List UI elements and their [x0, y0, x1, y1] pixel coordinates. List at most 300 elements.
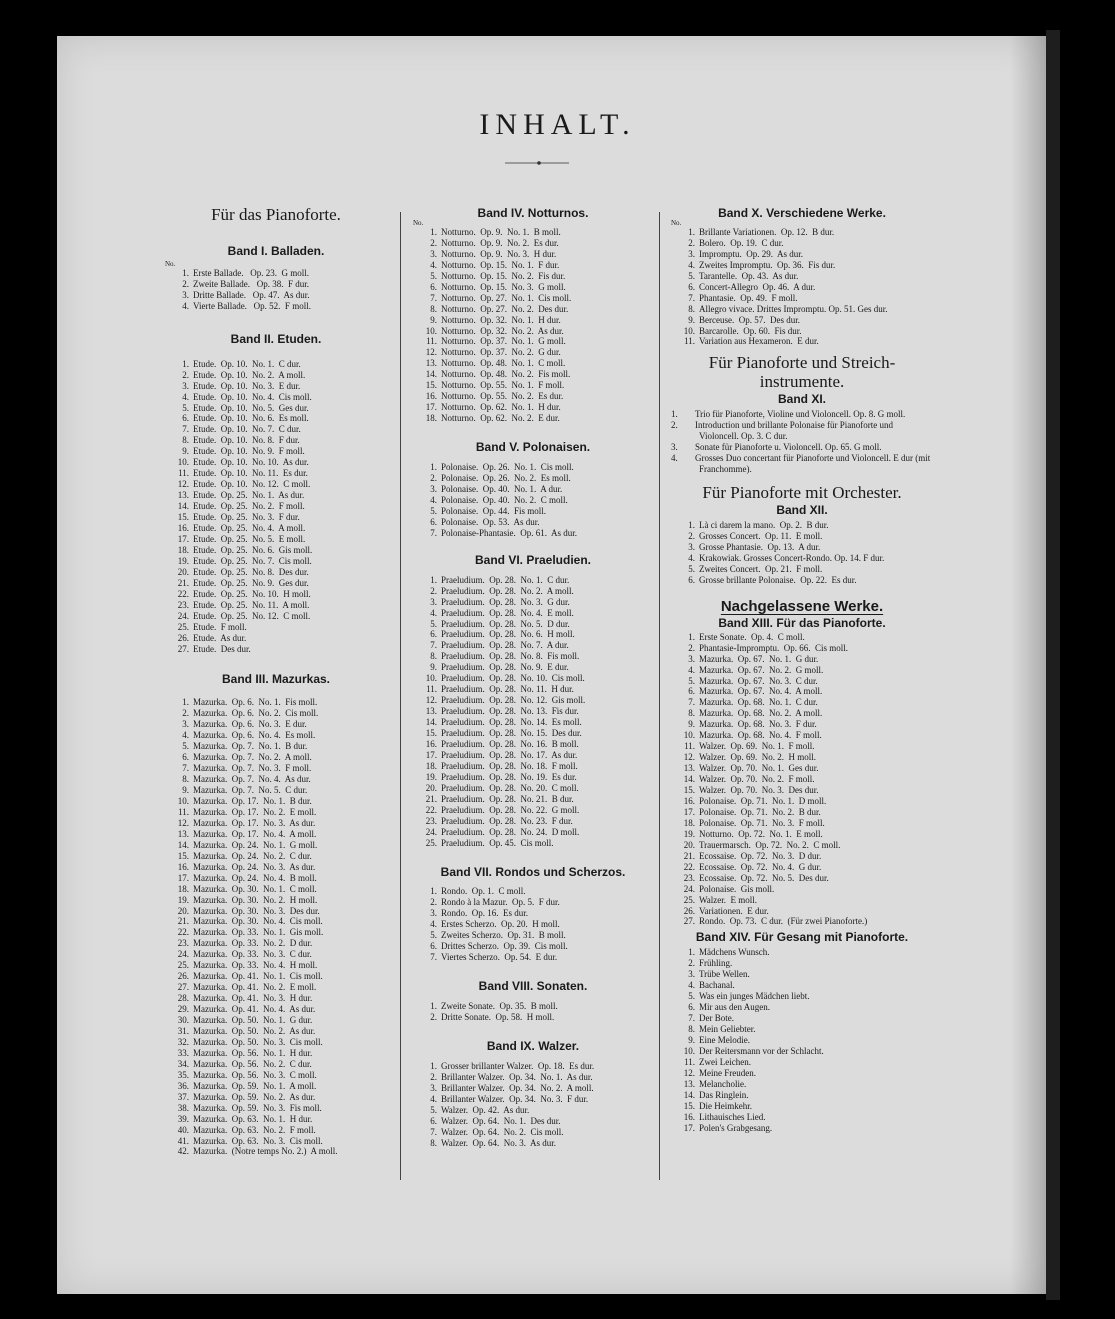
list-item: [165, 424, 387, 435]
item-number: 1.: [688, 631, 695, 642]
band-title: Band XI.: [777, 392, 826, 407]
list-item: [165, 545, 387, 556]
list-item: [165, 1092, 387, 1103]
list-item: [165, 993, 387, 1004]
item-text: Walzer. Op. 69. No. 2. H moll.: [699, 752, 817, 763]
item-number: 5.: [430, 618, 437, 629]
item-number: 4.: [688, 259, 695, 270]
list-item: [413, 772, 653, 783]
item-text: Praeludium. Op. 28. No. 5. D dur.: [441, 618, 570, 629]
item-number: 7.: [430, 1126, 437, 1137]
item-number: 27.: [177, 643, 189, 654]
list-item: [165, 446, 387, 457]
item-text: Etude. Op. 25. No. 7. Cis moll.: [193, 555, 312, 566]
item-text: Notturno. Op. 37. No. 1. G moll.: [441, 336, 566, 347]
band-title: Band III. Mazurkas.: [221, 672, 331, 687]
item-text: Notturno. Op. 55. No. 2. Es dur.: [441, 391, 564, 402]
band-title: Band VI. Praeludien.: [474, 552, 592, 567]
item-number: 41.: [177, 1135, 189, 1146]
item-number: 1.: [430, 574, 437, 585]
item-text: Mazurka. Op. 17. No. 1. B dur.: [193, 795, 312, 806]
item-text: Praeludium. Op. 28. No. 23. F dur.: [441, 815, 573, 826]
list-item: [165, 644, 387, 655]
item-number: 17.: [177, 533, 189, 544]
item-text: Etude. Op. 10. No. 6. Es moll.: [193, 413, 309, 424]
item-number: 5.: [430, 1104, 437, 1115]
list-item: [165, 1125, 387, 1136]
list-item: [413, 695, 653, 706]
item-number: 12.: [177, 479, 189, 490]
ornament-divider: [505, 160, 569, 166]
section-band-6: [413, 552, 653, 849]
item-text: Praeludium. Op. 28. No. 4. E moll.: [441, 607, 574, 618]
item-text: Etude. Op. 25. No. 5. E moll.: [193, 533, 306, 544]
list-item: [165, 960, 387, 971]
item-number: 5.: [430, 270, 437, 281]
item-text: Rondo à la Mazur. Op. 5. F dur.: [441, 897, 560, 908]
list-item: [671, 730, 933, 741]
item-text: Praeludium. Op. 28. No. 22. G moll.: [441, 804, 580, 815]
item-text: Rondo. Op. 73. C dur. (Für zwei Pianoforte.): [699, 916, 868, 927]
item-number: 14.: [683, 774, 695, 785]
item-text: Zweites Scherzo. Op. 31. B moll.: [441, 930, 566, 941]
item-number: 4.: [430, 494, 437, 505]
item-number: 7.: [430, 952, 437, 963]
item-text: Mazurka. Op. 63. No. 2. F moll.: [193, 1124, 316, 1135]
item-number: 25.: [177, 960, 189, 971]
item-text: Notturno. Op. 62. No. 2. E dur.: [441, 413, 560, 424]
list-item: [671, 851, 933, 862]
list-item: [671, 796, 933, 807]
item-text: Praeludium. Op. 28. No. 24. D moll.: [441, 826, 580, 837]
item-text: Notturno. Op. 9. No. 1. B moll.: [441, 226, 561, 237]
item-text: Notturno. Op. 15. No. 2. Fis dur.: [441, 270, 566, 281]
item-number: 19.: [425, 771, 437, 782]
item-text: Praeludium. Op. 28. No. 17. As dur.: [441, 749, 578, 760]
item-text: Mazurka. Op. 7. No. 4. As dur.: [193, 774, 311, 785]
item-list: [165, 697, 387, 1157]
item-number: 10.: [425, 325, 437, 336]
list-item: [671, 884, 933, 895]
item-text: Walzer. Op. 69. No. 1. F moll.: [699, 741, 815, 752]
list-item: [671, 774, 933, 785]
item-text: Polonaise. Op. 26. No. 1. Cis moll.: [441, 462, 574, 473]
item-text: Notturno. Op. 48. No. 2. Fis moll.: [441, 369, 571, 380]
list-item: [671, 1079, 933, 1090]
item-number: 18.: [425, 760, 437, 771]
item-number: 2.: [182, 278, 189, 289]
heading-nachgelassene-werke: Nachgelassene Werke.: [720, 597, 884, 615]
item-text: Polonaise. Op. 40. No. 1. A dur.: [441, 483, 563, 494]
list-item: [165, 534, 387, 545]
list-item: [413, 369, 653, 380]
item-number: 4.: [688, 552, 695, 563]
item-list: [671, 227, 933, 347]
list-item: [165, 1037, 387, 1048]
item-text: Mir aus den Augen.: [699, 1002, 770, 1013]
item-text: Trio für Pianoforte, Violine und Violoncell. Op. 8. G moll.: [695, 409, 906, 420]
item-number: 7.: [430, 292, 437, 303]
item-number: 38.: [177, 1102, 189, 1113]
item-text: Was ein junges Mädchen liebt.: [699, 991, 810, 1002]
list-item: [413, 629, 653, 640]
list-item: [165, 403, 387, 414]
list-item: [413, 271, 653, 282]
item-text: Praeludium. Op. 28. No. 14. Es moll.: [441, 717, 582, 728]
list-item: [413, 728, 653, 739]
item-number: 1.: [688, 947, 695, 958]
item-number: 16.: [425, 738, 437, 749]
no-label: No.: [671, 218, 682, 227]
item-list: [413, 1061, 653, 1149]
list-item: [413, 684, 653, 695]
item-number: 32.: [177, 1036, 189, 1047]
list-item: [165, 1004, 387, 1015]
list-item: [165, 479, 387, 490]
list-item: [413, 608, 653, 619]
item-number: 31.: [177, 1026, 189, 1036]
list-item: [413, 908, 653, 919]
item-text: Praeludium. Op. 28. No. 16. B moll.: [441, 738, 579, 749]
item-number: 3.: [688, 653, 695, 664]
item-number: 24.: [177, 949, 189, 960]
list-item: [671, 1024, 933, 1035]
item-text: Mazurka. Op. 41. No. 3. H dur.: [193, 993, 313, 1004]
list-item: [413, 528, 653, 539]
list-item: [671, 575, 933, 586]
item-text: Barcarolle. Op. 60. Fis dur.: [699, 325, 802, 336]
list-item: [413, 380, 653, 391]
list-item: [165, 1146, 387, 1157]
list-item: [413, 1138, 653, 1149]
list-item: [671, 553, 933, 564]
item-number: 22.: [425, 804, 437, 815]
list-item: [413, 586, 653, 597]
item-number: 2.: [688, 237, 695, 248]
item-number: 4.: [688, 664, 695, 675]
item-number: 22.: [177, 927, 189, 938]
item-number: 7.: [688, 292, 695, 303]
item-number: 9.: [430, 314, 437, 325]
list-item: [165, 697, 387, 708]
list-item: [413, 227, 653, 238]
section-band-2: [165, 331, 387, 655]
list-item: [413, 1072, 653, 1083]
item-text: Etude. Op. 25. No. 4. A moll.: [193, 523, 306, 534]
section-band-14: [671, 932, 933, 1133]
item-text: Mazurka. Op. 17. No. 3. As dur.: [193, 817, 316, 828]
item-text: Lithauisches Lied.: [699, 1111, 766, 1122]
list-item: [413, 706, 653, 717]
item-number: 15.: [425, 380, 437, 391]
item-text: Praeludium. Op. 28. No. 9. E dur.: [441, 662, 569, 673]
list-item: [413, 597, 653, 608]
list-item: [671, 453, 933, 475]
item-text: Polonaise. Op. 71. No. 2. B dur.: [699, 806, 821, 817]
item-text: Etude. Op. 25. No. 12. C moll.: [193, 610, 311, 621]
list-item: [671, 947, 933, 958]
item-number: 17.: [177, 872, 189, 883]
item-number: 25.: [425, 837, 437, 848]
item-text: Notturno. Op. 15. No. 1. F dur.: [441, 259, 560, 270]
item-number: 33.: [177, 1047, 189, 1058]
item-number: 2.: [430, 1071, 437, 1082]
list-item: [413, 717, 653, 728]
item-number: 3.: [182, 289, 189, 300]
list-item: [671, 980, 933, 991]
list-item: [413, 391, 653, 402]
item-text: Grosse brillante Polonaise. Op. 22. Es dur.: [699, 574, 857, 585]
list-item: [165, 895, 387, 906]
item-number: 37.: [177, 1091, 189, 1102]
list-item: [671, 719, 933, 730]
item-number: 25.: [177, 621, 189, 632]
list-item: [413, 1012, 653, 1023]
item-number: 16.: [683, 1111, 695, 1122]
item-number: 7.: [182, 424, 189, 435]
heading-orchester: Für Pianoforte mit Orchester.: [702, 483, 902, 503]
item-text: Mazurka. Op. 30. No. 3. Des dur.: [193, 905, 320, 916]
list-item: [671, 409, 933, 420]
section-band-7: [413, 864, 653, 964]
item-text: Mazurka. Op. 30. No. 4. Cis moll.: [193, 916, 323, 927]
list-item: [413, 293, 653, 304]
item-text: Rondo. Op. 1. C moll.: [441, 886, 526, 897]
item-number: 17.: [683, 806, 695, 817]
item-text: Praeludium. Op. 28. No. 1. C dur.: [441, 574, 570, 585]
item-number: 9.: [182, 785, 189, 796]
item-number: 1.: [430, 462, 437, 473]
item-number: 6.: [688, 1002, 695, 1013]
item-number: 7.: [688, 697, 695, 708]
item-text: Notturno. Op. 27. No. 1. Cis moll.: [441, 292, 572, 303]
item-number: 2.: [688, 531, 695, 542]
list-item: [165, 982, 387, 993]
item-text: Praeludium. Op. 28. No. 2. A moll.: [441, 585, 574, 596]
item-number: 10.: [177, 795, 189, 806]
item-text: Mazurka. Op. 59. No. 2. As dur.: [193, 1091, 316, 1102]
item-number: 20.: [683, 839, 695, 850]
item-text: Brillante Variationen. Op. 12. B dur.: [699, 226, 835, 237]
band-title: Band VII. Rondos und Scherzos.: [440, 864, 626, 879]
list-item: [165, 268, 387, 279]
list-item: [413, 1001, 653, 1012]
item-text: Mazurka. Op. 6. No. 4. Es moll.: [193, 730, 316, 741]
list-item: [671, 958, 933, 969]
item-text: Mazurka. (Notre temps No. 2.) A moll.: [193, 1146, 338, 1157]
item-number: 42.: [177, 1146, 189, 1157]
item-number: 7.: [182, 763, 189, 774]
item-list: [413, 1001, 653, 1023]
list-item: [165, 785, 387, 796]
item-text: Mazurka. Op. 17. No. 4. A moll.: [193, 828, 317, 839]
item-number: 1.: [182, 697, 189, 708]
item-text: Zweite Sonate. Op. 35. B moll.: [441, 1001, 558, 1012]
item-list: [671, 947, 933, 1133]
item-text: Notturno. Op. 62. No. 1. H dur.: [441, 402, 561, 413]
item-text: Etude. Op. 10. No. 7. C dur.: [193, 424, 301, 435]
item-text: Mazurka. Op. 41. No. 2. E moll.: [193, 982, 317, 993]
list-item: [413, 886, 653, 897]
item-number: 18.: [683, 817, 695, 828]
item-number: 3.: [430, 1082, 437, 1093]
section-band-11: [671, 394, 933, 475]
item-text: Walzer. Op. 70. No. 3. Des dur.: [699, 785, 819, 796]
item-text: Brillanter Walzer. Op. 34. No. 3. F dur.: [441, 1093, 589, 1104]
item-text: Polonaise. Gis moll.: [699, 883, 775, 894]
list-item: [671, 249, 933, 260]
item-text: Praeludium. Op. 28. No. 15. Des dur.: [441, 728, 582, 739]
list-item: [165, 1070, 387, 1081]
column-right: [671, 208, 933, 1134]
item-number: 21.: [425, 793, 437, 804]
item-number: 2.: [182, 369, 189, 380]
item-text: Mazurka. Op. 33. No. 3. C dur.: [193, 949, 312, 960]
list-item: [165, 927, 387, 938]
item-number: 26.: [683, 905, 695, 916]
item-number: 11.: [178, 806, 189, 817]
item-text: Etude. Op. 10. No. 12. C moll.: [193, 479, 311, 490]
item-text: Walzer. Op. 64. No. 1. Des dur.: [441, 1115, 561, 1126]
item-number: 10.: [683, 730, 695, 741]
no-label: No.: [413, 218, 424, 227]
item-number: 27.: [683, 916, 695, 927]
item-number: 10.: [177, 457, 189, 468]
item-text: Mazurka. Op. 56. No. 1. H dur.: [193, 1047, 313, 1058]
item-number: 19.: [177, 555, 189, 566]
item-text: Brillanter Walzer. Op. 34. No. 1. As dur.: [441, 1071, 593, 1082]
item-text: Etude. Op. 10. No. 9. F moll.: [193, 446, 305, 457]
item-number: 6.: [688, 686, 695, 697]
item-text: Impromptu. Op. 29. As dur.: [699, 248, 804, 259]
item-number: 4.: [182, 730, 189, 741]
item-text: Trübe Wellen.: [699, 969, 750, 980]
column-rule-left: [400, 212, 401, 1180]
list-item: [413, 575, 653, 586]
item-number: 9.: [688, 719, 695, 730]
list-item: [413, 827, 653, 838]
item-text: Phantasie. Op. 49. F moll.: [699, 292, 798, 303]
item-text: Polonaise. Op. 71. No. 1. D moll.: [699, 795, 827, 806]
list-item: [165, 468, 387, 479]
item-text: Etude. Op. 10. No. 11. Es dur.: [193, 468, 308, 479]
item-number: 13.: [177, 828, 189, 839]
item-text: Mazurka. Op. 50. No. 3. Cis moll.: [193, 1036, 323, 1047]
column-left: [165, 205, 387, 1157]
item-number: 18.: [177, 883, 189, 894]
item-number: 8.: [430, 303, 437, 314]
item-number: 11.: [684, 336, 695, 347]
item-number: 4.: [430, 919, 437, 930]
item-text: Etude. Op. 10. No. 1. C dur.: [193, 358, 301, 369]
band-title: Band XIII. Für das Pianoforte.: [718, 615, 886, 630]
item-number: 6.: [430, 281, 437, 292]
item-text: Mazurka. Op. 68. No. 3. F dur.: [699, 719, 817, 730]
item-number: 3.: [430, 483, 437, 494]
list-item: [413, 358, 653, 369]
item-text: Grosses Concert. Op. 11. E moll.: [699, 531, 823, 542]
item-text: Mazurka. Op. 24. No. 1. G moll.: [193, 839, 318, 850]
item-number: 14.: [177, 839, 189, 850]
item-number: 10.: [683, 325, 695, 336]
list-item: [413, 315, 653, 326]
item-text: Rondo. Op. 16. Es dur.: [441, 908, 529, 919]
item-text: Grosse Phantasie. Op. 13. A dur.: [699, 541, 821, 552]
item-number: 2.: [688, 958, 695, 969]
list-item: [671, 238, 933, 249]
list-item: [671, 676, 933, 687]
item-number: 13.: [683, 763, 695, 774]
item-number: 14.: [425, 717, 437, 728]
list-item: [165, 490, 387, 501]
item-number: 4.: [430, 607, 437, 618]
list-item: [165, 413, 387, 424]
item-number: 10.: [425, 673, 437, 684]
item-number: 3.: [182, 719, 189, 730]
list-item: [671, 531, 933, 542]
item-number: 11.: [426, 684, 437, 695]
band-title: Band IV. Notturnos.: [477, 206, 589, 220]
item-text: Zweites Impromptu. Op. 36. Fis dur.: [699, 259, 836, 270]
item-text: Polonaise. Op. 40. No. 2. C moll.: [441, 494, 568, 505]
list-item: [165, 633, 387, 644]
list-item: [413, 495, 653, 506]
item-number: 3.: [688, 969, 695, 980]
item-text: Tarantelle. Op. 43. As dur.: [699, 270, 799, 281]
list-item: [671, 564, 933, 575]
list-item: [413, 326, 653, 337]
list-item: [671, 520, 933, 531]
item-text: Mazurka. Op. 67. No. 2. G moll.: [699, 664, 824, 675]
item-text: Mazurka. Op. 7. No. 2. A moll.: [193, 752, 312, 763]
list-item: [413, 662, 653, 673]
item-text: Etude. Op. 25. No. 11. A moll.: [193, 599, 310, 610]
item-text: Praeludium. Op. 45. Cis moll.: [441, 837, 554, 848]
list-item: [165, 589, 387, 600]
item-text: Praeludium. Op. 28. No. 19. Es dur.: [441, 771, 577, 782]
heading-streichinstrumente: Für Pianoforte und Streich-instrumente.: [708, 353, 896, 392]
item-number: 21.: [683, 850, 695, 861]
item-number: 3.: [430, 248, 437, 259]
list-item: [165, 741, 387, 752]
item-text: Vierte Ballade. Op. 52. F moll.: [193, 300, 311, 311]
item-number: 6.: [430, 941, 437, 952]
item-text: Brillanter Walzer. Op. 34. No. 2. A moll.: [441, 1082, 594, 1093]
item-number: 12.: [425, 695, 437, 706]
list-item: [671, 1002, 933, 1013]
item-number: 1.: [430, 226, 437, 237]
list-item: [165, 730, 387, 741]
item-text: Erste Sonate. Op. 4. C moll.: [699, 631, 805, 642]
item-text: Ecossaise. Op. 72. No. 3. D dur.: [699, 850, 822, 861]
item-text: Mazurka. Op. 6. No. 3. E dur.: [193, 719, 307, 730]
list-item: [671, 1112, 933, 1123]
item-text: Polen's Grabgesang.: [699, 1122, 773, 1133]
list-item: [165, 370, 387, 381]
item-number: 5.: [688, 991, 695, 1002]
list-item: [413, 919, 653, 930]
item-number: 3.: [182, 380, 189, 391]
item-text: Etude. Op. 25. No. 3. F dur.: [193, 512, 300, 523]
list-item: [413, 1083, 653, 1094]
list-item: [165, 916, 387, 927]
item-text: Walzer. E moll.: [699, 894, 758, 905]
item-number: 9.: [182, 446, 189, 457]
list-item: [671, 227, 933, 238]
list-item: [671, 741, 933, 752]
item-list: [165, 268, 387, 312]
item-number: 2.: [430, 473, 437, 484]
